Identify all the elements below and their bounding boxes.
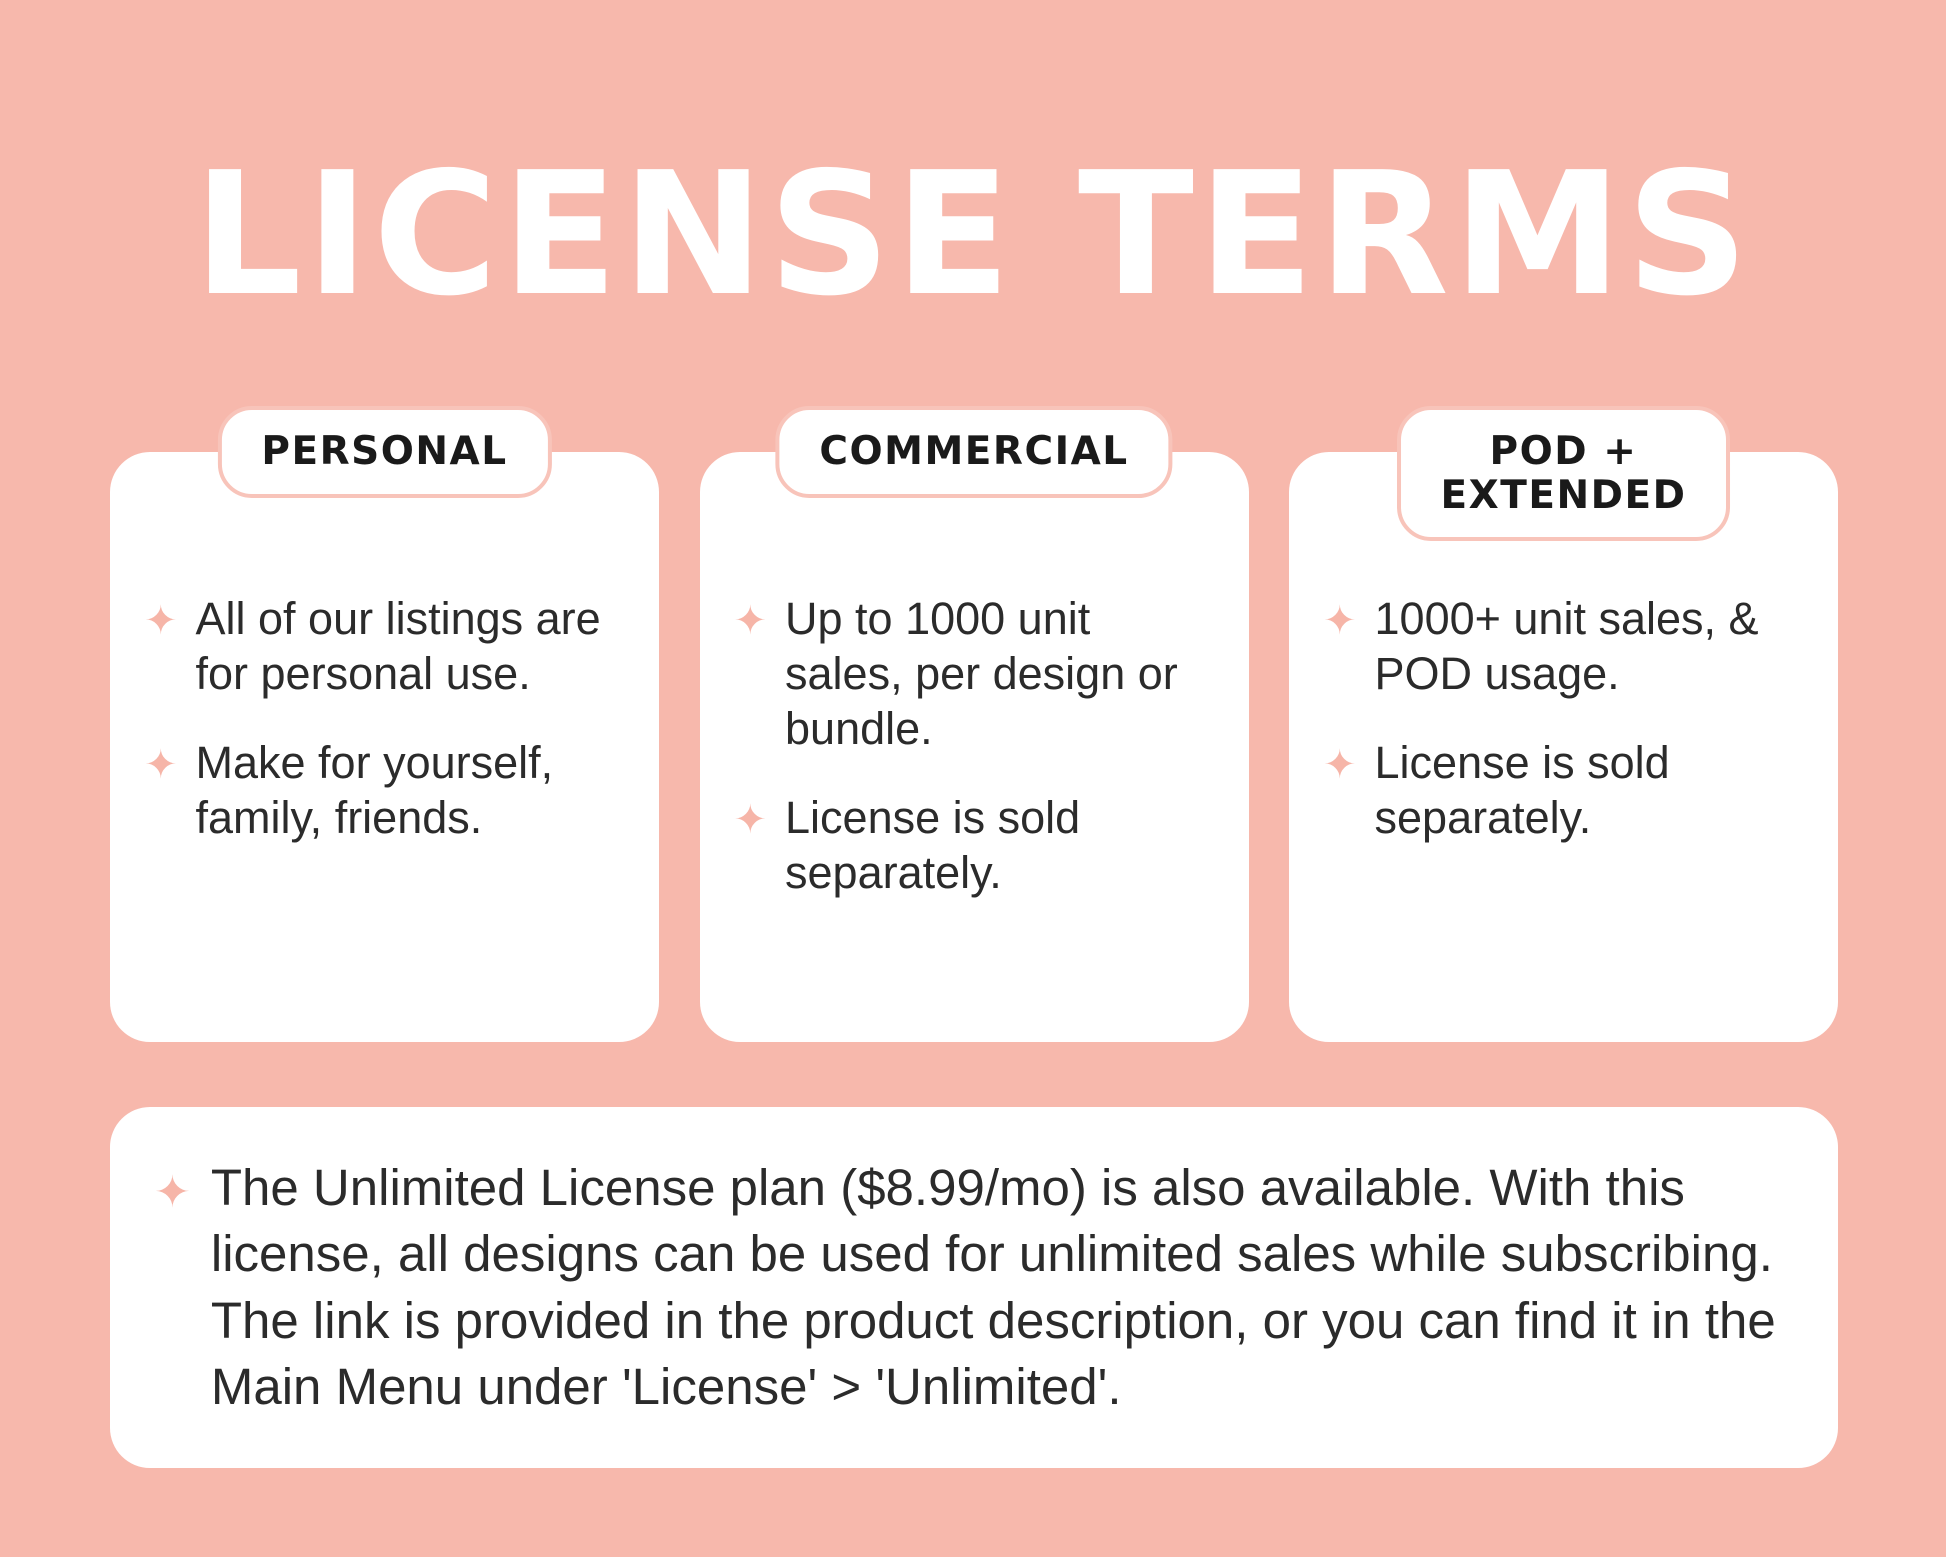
- list-item: [144, 592, 625, 702]
- license-card-commercial-title: COMMERCIAL: [775, 406, 1172, 498]
- license-card-personal-bullets: [144, 592, 625, 846]
- unlimited-license-note-text: The Unlimited License plan ($8.99/mo) is also available. With this license, all designs can be used for unlimited sales while subscribing. The link is provided in the product description, or you can find it in the Main Menu under 'License' > 'Unlimited'.: [210, 1159, 1776, 1415]
- license-card-commercial: [700, 429, 1249, 1042]
- license-cards-row: [110, 429, 1838, 1042]
- list-item: [144, 736, 625, 846]
- list-item: [154, 1155, 1782, 1420]
- license-card-pod-extended-bullets: [1323, 592, 1804, 846]
- license-card-pod-extended: [1289, 429, 1838, 1042]
- list-item-label: Up to 1000 unit sales, per design or bundle.: [785, 593, 1178, 754]
- license-card-commercial-bullets: [734, 592, 1215, 900]
- list-item: [1323, 592, 1804, 702]
- unlimited-license-note-card: [110, 1107, 1838, 1468]
- sparkle-icon: ✦: [1323, 599, 1357, 643]
- list-item-label: 1000+ unit sales, & POD usage.: [1374, 593, 1759, 699]
- license-card-personal-title: PERSONAL: [217, 406, 551, 498]
- license-card-pod-extended-title: POD + EXTENDED: [1397, 406, 1731, 541]
- list-item-label: All of our listings are for personal use.: [195, 593, 601, 699]
- license-card-personal: [110, 429, 659, 1042]
- sparkle-icon: ✦: [154, 1168, 191, 1217]
- list-item-label: License is sold separately.: [785, 791, 1081, 898]
- list-item-label: Make for yourself, family, friends.: [195, 736, 554, 843]
- list-item: [1323, 736, 1804, 846]
- sparkle-icon: ✦: [144, 599, 178, 643]
- sparkle-icon: ✦: [1323, 742, 1357, 787]
- list-item-label: License is sold separately.: [1374, 736, 1670, 843]
- list-item: [734, 592, 1215, 757]
- page-title: LICENSE TERMS: [193, 136, 1753, 334]
- sparkle-icon: ✦: [733, 797, 768, 842]
- sparkle-icon: ✦: [144, 742, 178, 787]
- list-item: [734, 791, 1215, 901]
- sparkle-icon: ✦: [733, 599, 768, 643]
